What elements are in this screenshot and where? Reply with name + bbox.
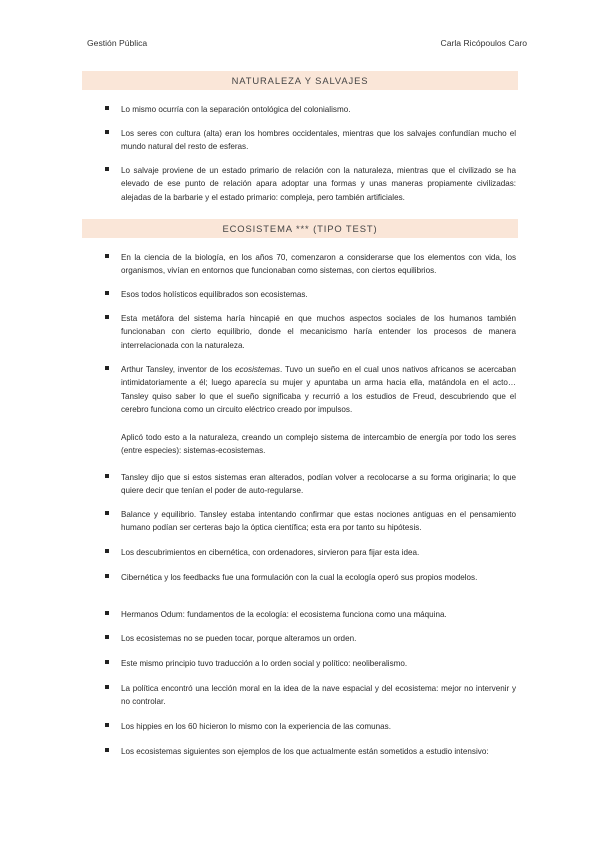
list-item-text: Los hippies en los 60 hicieron lo mismo con la experiencia de las comunas. [121, 722, 391, 731]
list-item-text: Lo salvaje proviene de un estado primario de relación con la naturaleza, mientras que el civilizado se ha elevado de ese punto de relación apara adoptar una formas y unas maneras propiamente civilizadas: alejadas de la barbarie y el estado primario: compleja, pero también artificiales. [121, 166, 516, 202]
bullet-icon [105, 511, 109, 515]
list-item-text [121, 363, 516, 416]
bullet-icon [105, 474, 109, 478]
bullet-icon [105, 635, 109, 639]
tansley-text-post: . Tuvo un sueño en el cual unos nativos africanos se acercaban intimidatoriamente a él; luego aparecía su mujer y apuntaba un arma hacia ella, matándola en el acto… Tansley quiso saber lo que el sueño significaba y recurrió a los estudios de Freud, descubriendo que el cerebro funciona como un circuito eléctrico creado por impulsos. [121, 365, 517, 414]
header-course: Gestión Pública [87, 38, 148, 48]
bullet-icon [105, 660, 109, 664]
list-item-text: Los descubrimientos en cibernética, con ordenadores, sirvieron para fijar esta idea. [121, 548, 420, 557]
list-item-text: Balance y equilibrio. Tansley estaba intentando confirmar que estas nociones antiguas en el pensamiento humano podían ser certeras bajo la óptica científica; esta era por tanto su hipótesis. [121, 510, 516, 533]
list-item-text: La política encontró una lección moral en la idea de la nave espacial y del ecosistema: mejor no intervenir y no controlar. [121, 684, 516, 707]
bullet-icon [105, 748, 109, 752]
section-heading-naturaleza: NATURALEZA Y SALVAJES [82, 71, 518, 90]
bullet-icon [105, 685, 109, 689]
bullet-icon [105, 366, 109, 370]
tansley-text-emphasis: ecosistemas [234, 365, 280, 374]
list-item-text: Hermanos Odum: fundamentos de la ecología: el ecosistema funciona como una máquina. [121, 610, 447, 619]
list-item-text: Esos todos holísticos equilibrados son ecosistemas. [121, 290, 308, 299]
list-item-text: Esta metáfora del sistema haría hincapié en que muchos aspectos sociales de los humanos también funcionaban con cierto equilibrio, donde el mecanicismo haría entender los procesos de manera interrelacionada con la naturaleza. [121, 314, 516, 350]
list-item-text: Tansley dijo que si estos sistemas eran alterados, podían volver a recolocarse a su forma originaria; lo que quiere decir que tenían el poder de auto-regularse. [121, 473, 516, 496]
bullet-icon [105, 549, 109, 553]
bullet-icon [105, 167, 109, 171]
tansley-text-pre: Arthur Tansley, inventor de los [121, 365, 235, 374]
list-item-text: Los seres con cultura (alta) eran los hombres occidentales, mientras que los salvajes confundían mucho el mundo natural del resto de esferas. [121, 129, 516, 152]
bullet-icon [105, 574, 109, 578]
bullet-icon [105, 130, 109, 134]
section-heading-ecosistema: ECOSISTEMA *** (TIPO TEST) [82, 219, 518, 238]
list-item-text: Este mismo principio tuvo traducción a lo orden social y político: neoliberalismo. [121, 659, 408, 668]
bullet-icon [105, 611, 109, 615]
list-item-text: Los ecosistemas siguientes son ejemplos de los que actualmente están sometidos a estudio intensivo: [121, 747, 489, 756]
list-item-text: En la ciencia de la biología, en los años 70, comenzaron a considerarse que los elementos con vida, los organismos, vivían en entornos que funcionaban como sistemas, con ciertos equilibrios. [121, 253, 516, 276]
bullet-icon [105, 254, 109, 258]
bullet-icon [105, 315, 109, 319]
header-author: Carla Ricópoulos Caro [440, 38, 527, 48]
bullet-icon [105, 291, 109, 295]
list-item-text: Los ecosistemas no se pueden tocar, porque alteramos un orden. [121, 634, 357, 643]
bullet-icon [105, 723, 109, 727]
list-item-text: Cibernética y los feedbacks fue una formulación con la cual la ecología operó sus propios modelos. [121, 573, 478, 582]
bullet-icon [105, 106, 109, 110]
indented-paragraph: Aplicó todo esto a la naturaleza, creando un complejo sistema de intercambio de energía por todo los seres (entre especies): sistemas-ecosistemas. [121, 433, 516, 456]
list-item-text: Lo mismo ocurría con la separación ontológica del colonialismo. [121, 105, 351, 114]
